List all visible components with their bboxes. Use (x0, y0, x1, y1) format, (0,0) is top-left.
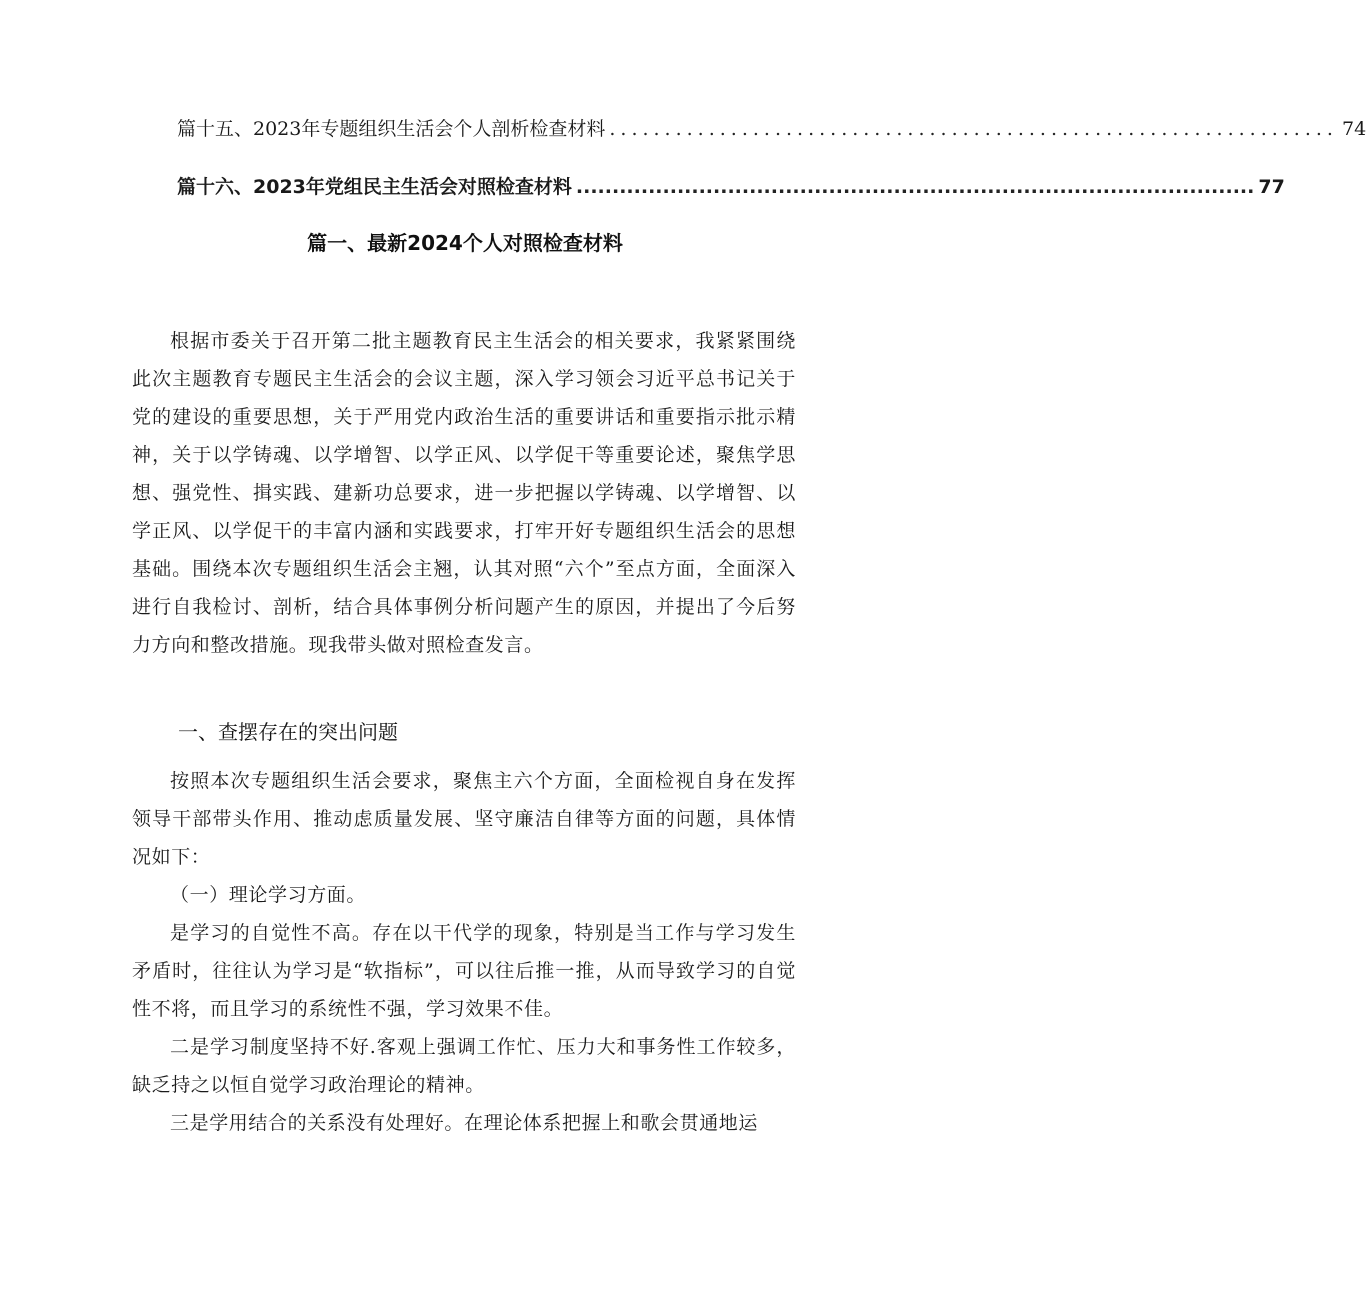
toc-entry-title: 篇十五、2023年专题组织生活会个人剖析检查材料 (177, 118, 606, 140)
toc-entry-page: 74 (1341, 118, 1366, 140)
subsection-heading: （一）理论学习方面。 (170, 884, 367, 906)
toc-entry-page: 77 (1258, 176, 1285, 198)
section-heading: 一、查摆存在的突出问题 (178, 720, 398, 744)
toc-entry[interactable] (177, 172, 1285, 199)
document-heading: 篇一、最新2024个人对照检查材料 (307, 231, 623, 255)
toc-entry[interactable] (177, 114, 1366, 141)
toc-leader-dots: .................................................................. (609, 118, 1338, 140)
section-body (132, 762, 796, 1142)
body-paragraph: 是学习的自觉性不高。存在以干代学的现象，特别是当工作与学习发生矛盾时，往往认为学习是“软指标”，可以往后推一推，从而导致学习的自觉性不将，而且学习的系统性不强，学习效果不佳。 (132, 922, 796, 1020)
section-intro-paragraph: 按照本次专题组织生活会要求，聚焦主六个方面，全面检视自身在发挥领导干部带头作用、推动虑质量发展、坚守廉洁自律等方面的问题，具体情况如下： (132, 770, 796, 868)
body-paragraph: 三是学用结合的关系没有处理好。在理论体系把握上和歌会贯通地运 (170, 1112, 759, 1134)
toc-leader-dots: .............................................................................................. (575, 176, 1255, 198)
body-paragraph: 二是学习制度坚持不好.客观上强调工作忙、压力大和事务性工作较多，缺乏持之以恒自觉学习政治理论的精神。 (132, 1036, 796, 1096)
intro-paragraph: 根据市委关于召开第二批主题教育民主生活会的相关要求，我紧紧围绕此次主题教育专题民主生活会的会议主题，深入学习领会习近平总书记关于党的建设的重要思想，关于严用党内政治生活的重要讲话和重要指示批示精神，关于以学铸魂、以学增智、以学正风、以学促干等重要论述，聚焦学思想、强党性、揖实践、建新功总要求，进一步把握以学铸魂、以学增智、以学正风、以学促干的丰富内涵和实践要求，打牢开好专题组织生活会的思想基础。围绕本次专题组织生活会主翘，认其对照“六个”至点方面，全面深入进行自我检讨、剖析，结合具体事例分析问题产生的原因，并提出了今后努力方向和整改措施。现我带头做对照检查发言。 (132, 330, 796, 656)
toc-entry-title: 篇十六、2023年党组民主生活会对照检查材料 (177, 176, 572, 198)
intro-section (132, 322, 796, 664)
